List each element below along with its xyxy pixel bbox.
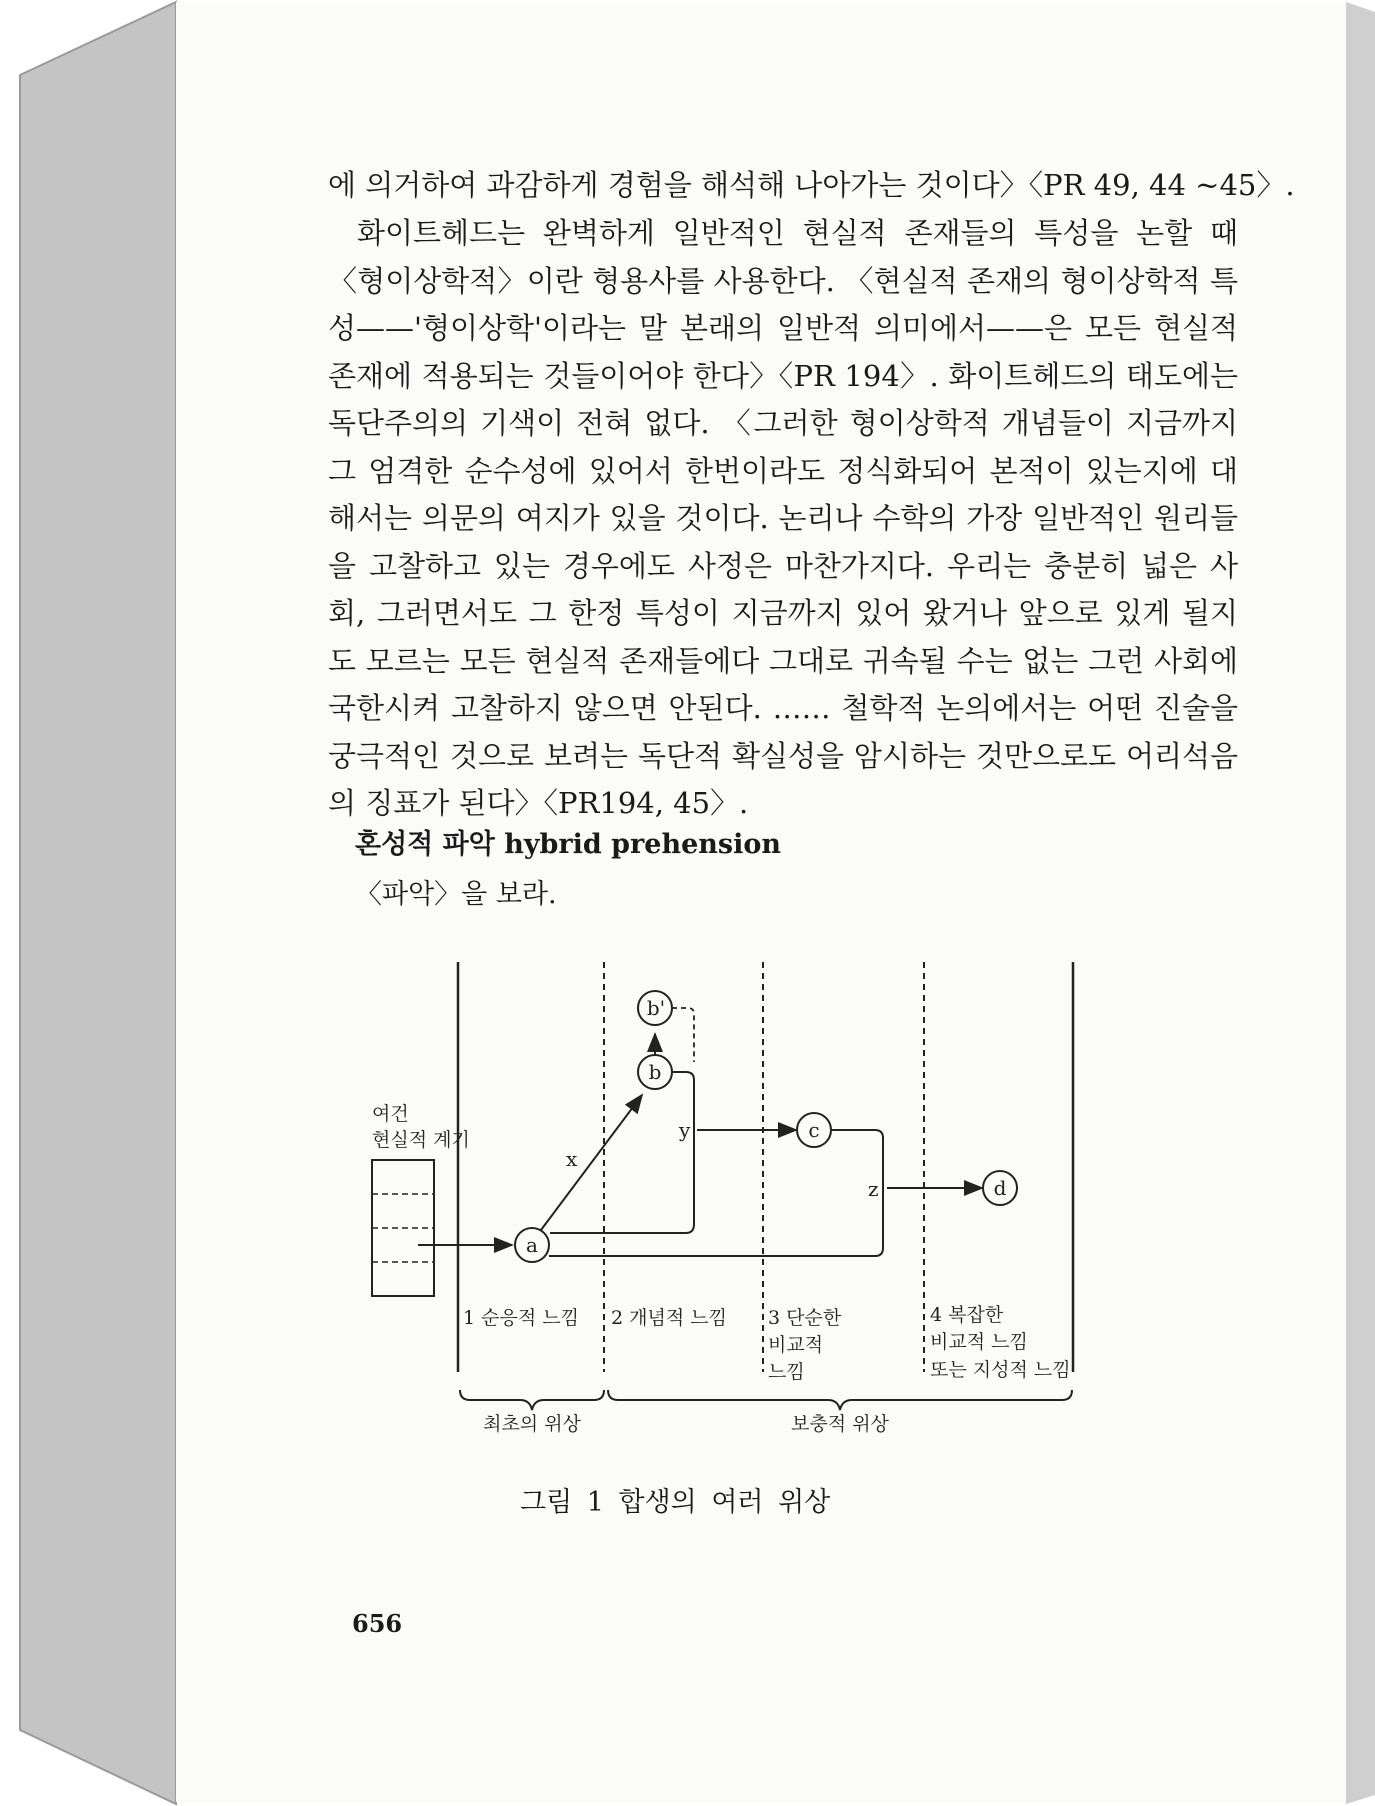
- see-also-reference: 〈파악〉을 보라.: [355, 879, 557, 910]
- edge-z-label: z: [868, 1177, 879, 1201]
- edge-y-label: y: [679, 1118, 691, 1142]
- dashed-link-b-bprime: [672, 1008, 694, 1062]
- connector-c-a: [549, 1130, 883, 1256]
- node-c-label: c: [808, 1118, 820, 1142]
- phase-1-label: 1 순응적 느낌: [463, 1307, 579, 1329]
- edge-x-label: x: [566, 1147, 578, 1171]
- phase-4-label-line3: 또는 지성적 느낌: [930, 1359, 1071, 1381]
- page-number: 656: [352, 1609, 403, 1638]
- phase-3-label-line2: 비교적: [768, 1334, 824, 1356]
- phase-4-label-line2: 비교적 느낌: [930, 1331, 1028, 1353]
- entry-heading: 혼성적 파악 hybrid prehension: [355, 829, 781, 860]
- group-supplementary-label: 보충적 위상: [791, 1413, 889, 1435]
- text-line-continuation: 에 의거하여 과감하게 경험을 해석해 나아가는 것이다〉〈PR 49, 44 ~45〉.: [328, 168, 1295, 202]
- label-datum: 여건: [372, 1103, 409, 1125]
- node-b-label: b: [648, 1060, 662, 1084]
- node-a-label: a: [526, 1233, 538, 1257]
- label-actual-occasion: 현실적 계기: [372, 1129, 470, 1151]
- edge-x: [541, 1095, 642, 1230]
- phase-2-label: 2 개념적 느낌: [611, 1307, 727, 1329]
- node-d-label: d: [993, 1176, 1007, 1200]
- group-initial-label: 최초의 위상: [483, 1413, 581, 1435]
- brace-supplementary: [608, 1390, 1072, 1410]
- phase-4-label-line1: 4 복잡한: [930, 1304, 1004, 1326]
- phase-3-label-line3: 느낌: [768, 1361, 805, 1383]
- brace-initial: [460, 1390, 604, 1410]
- figure-caption: 그림 1 합생의 여러 위상: [520, 1487, 831, 1518]
- phase-3-label-line1: 3 단순한: [768, 1307, 842, 1329]
- body-paragraph: 화이트헤드는 완벽하게 일반적인 현실적 존재들의 특성을 논할 때 〈형이상학적〉이란 형용사를 사용한다. 〈현실적 존재의 형이상학적 특성——'형이상학'이라는 말 본래의 일반적 의미에서——은 모든 현실적 존재에 적용되는 것들이어야 한다〉〈PR 194〉. 화이트헤드의 태도에는 독단주의의 기색이 전혀 없다. 〈그러한 형이상학적 개념들이 지금까지 그 엄격한 순수성에 있어서 한번이라도 정식화되어 본적이 있는지에 대해서는 의문의 여지가 있을 것이다. 논리나 수학의 가장 일반적인 원리들을 고찰하고 있는 경우에도 사정은 마찬가지다. 우리는 충분히 넓은 사회, 그러면서도 그 한정 특성이 지금까지 있어 왔거나 앞으로 있게 될지도 모르는 모든 현실적 존재들에다 그대로 귀속될 수는 없는 그런 사회에 국한시켜 고찰하지 않으면 안된다. …… 철학적 논의에서는 어떤 진술을 궁극적인 것으로 보려는 독단적 확실성을 암시하는 것만으로도 어리석음의 징표가 된다〉〈PR194, 45〉.: [328, 216, 1238, 820]
- node-b-prime-label: b': [646, 996, 666, 1020]
